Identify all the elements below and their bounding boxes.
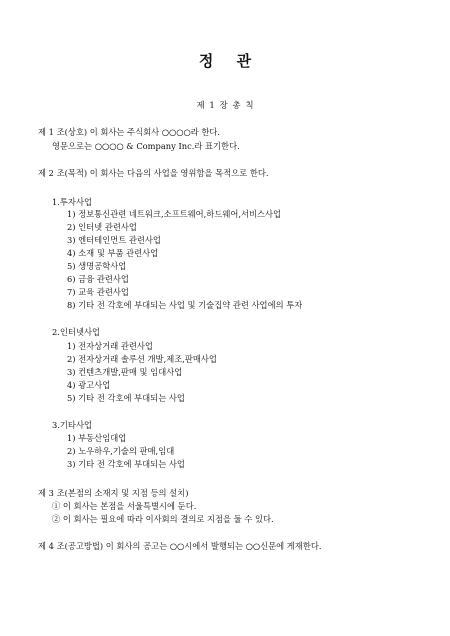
article-3-text: 제 3 조(본점의 소재지 및 지점 등의 설치): [38, 488, 189, 498]
section-1-item: 1) 정보통신관련 네트워크,소프트웨어,하드웨어,서비스사업: [67, 209, 282, 219]
article-2-text: 제 2 조(목적) 이 회사는 다음의 사업을 영위함을 목적으로 한다.: [38, 168, 269, 178]
article-1-text: 제 1 조(상호) 이 회사는 주식회사 ○○○○라 한다.: [38, 127, 221, 137]
section-1-item: 3) 엔터테인먼트 관련사업: [67, 235, 161, 245]
section-1-heading: 1.투자사업: [52, 197, 92, 207]
section-2-item: 5) 기타 전 각호에 부대되는 사업: [67, 393, 185, 403]
article-1-english-name: 영문으로는 ○○○○ & Company Inc.라 표기한다.: [52, 141, 240, 151]
article-3-item: ② 이 회사는 필요에 따라 이사회의 결의로 지점을 둘 수 있다.: [52, 514, 274, 524]
section-2-item: 3) 컨텐츠개발,판매 및 임대사업: [67, 367, 183, 377]
section-2-item: 4) 광고사업: [67, 380, 111, 390]
article-3-item: ① 이 회사는 본점을 서울특별시에 둔다.: [52, 501, 197, 511]
section-1-item: 8) 기타 전 각호에 부대되는 사업 및 기술집약 관련 사업에의 투자: [67, 300, 303, 310]
section-3-item: 2) 노우하우,기술의 판매,임대: [67, 446, 175, 456]
section-3-item: 1) 부동산임대업: [67, 433, 127, 443]
document-title: 정 관: [198, 52, 261, 70]
section-1-item: 4) 소재 및 부품 관련사업: [67, 248, 159, 258]
section-3-item: 3) 기타 전 각호에 부대되는 사업: [67, 459, 185, 469]
chapter-heading: 제 1 장 총 칙: [196, 101, 254, 111]
section-2-item: 2) 전자상거래 솔루션 개발,제조,판매사업: [67, 354, 217, 364]
section-1-item: 5) 생명공학사업: [67, 261, 127, 271]
section-2-item: 1) 전자상거래 관련사업: [67, 341, 153, 351]
section-1-item: 2) 인터넷 관련사업: [67, 222, 137, 232]
section-3-heading: 3.기타사업: [52, 420, 92, 430]
section-1-item: 6) 금융 관련사업: [67, 274, 129, 284]
article-4-text: 제 4 조(공고방법) 이 회사의 공고는 ○○시에서 발행되는 ○○신문에 게재한다.: [38, 541, 322, 551]
section-1-item: 7) 교육 관련사업: [67, 287, 129, 297]
section-2-heading: 2.인터넷사업: [52, 327, 100, 337]
